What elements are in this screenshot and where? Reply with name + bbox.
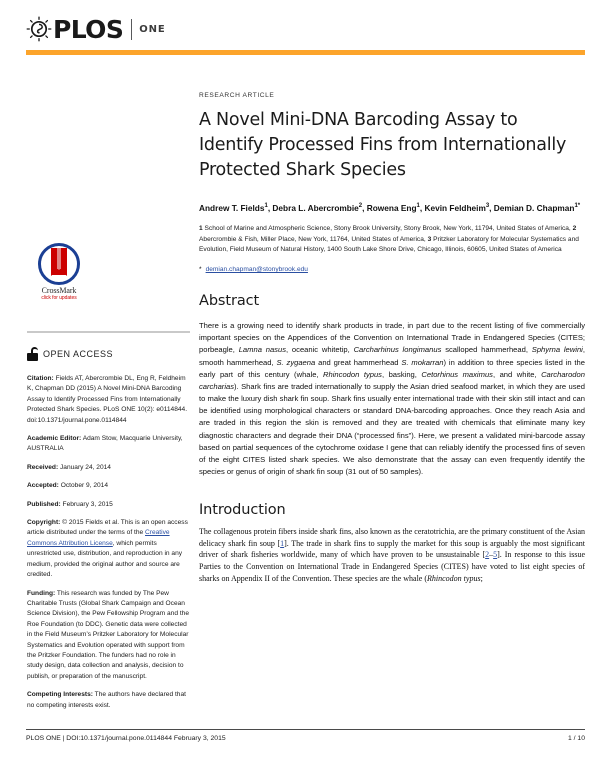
sidebar-block-copyright: Copyright: © 2015 Fields et al. This is an open access article distributed under the terms of the Creative Commons Attribution License, which permits unrestricted use, distribution, and reproduction in any medium, provided the original author and source are credited. bbox=[27, 519, 188, 579]
footer-citation: PLOS ONE | DOI:10.1371/journal.pone.0114844 February 3, 2015 bbox=[26, 735, 226, 742]
open-access-badge[interactable] bbox=[27, 347, 193, 361]
corresponding-author bbox=[199, 265, 585, 275]
plos-wordmark: PLOS bbox=[53, 14, 124, 44]
sidebar-block-citation: Citation: Fields AT, Abercrombie DL, Eng R, Feldheim K, Chapman DD (2015) A Novel Mini-DNA Barcoding Assay to Identify Processed Fins from Internationally Protected Shark Species. PLoS ONE 10(2): e0114844. doi:10.1371/journal.pone.0114844 bbox=[27, 375, 188, 424]
abstract-heading: Abstract bbox=[199, 293, 260, 310]
corresponding-marker: * bbox=[199, 266, 202, 274]
introduction-heading: Introduction bbox=[199, 502, 286, 519]
plos-logo[interactable] bbox=[26, 14, 586, 44]
open-access-label: OPEN ACCESS bbox=[43, 349, 114, 359]
crossmark-sublabel: click for updates bbox=[41, 295, 77, 301]
journal-name: ONE bbox=[139, 23, 166, 35]
introduction-body: The collagenous protein fibers inside shark fins, also known as the ceratotrichia, are the primary constituent of the Asian delicacy shark fin soup [1]. The trade in shark fins to supply the market for this soup is arguably the most significant driver of shark fisheries worldwide, many of which have proven to be unsustainable [2–5]. In response to this issue Parties to the Convention on International Trade in Endangered Species (CITES) have voted to list eight species of sharks on Appendix II of the Convention. These species are the whale (Rhincodon typus; bbox=[199, 527, 586, 583]
crossmark-label: CrossMark bbox=[41, 286, 77, 295]
article-sidebar bbox=[27, 243, 193, 719]
abstract-body: There is a growing need to identify shark products in trade, in part due to the recent listing of five commercially important species on the Appendices of the Convention on International Trade in Endangered Species (CITES; porbeagle, Lamna nasus, oceanic whitetip, Carcharhinus longimanus scalloped hammerhead, Sphyrna lewini, smooth hammerhead, S. zygaena and great hammerhead S. mokarran) in addition to three species listed in the early part of this century (whale, Rhincodon typus, basking, Cetorhinus maximus, and white, Carcharodon carcharias). Shark fins are traded internationally to supply the Asian dried seafood market, in which they are used to make the luxury dish shark fin soup. Shark fins usually enter international trade with their skin still intact and can be identified using morphological characters or standard DNA-barcoding approaches. Once they reach Asia and are traded in this region the skin is removed and they are treated with chemicals that eliminate many key diagnostic characters and degrade their DNA (“processed fins”). Here, we present a validated mini-barcode assay based on partial sequences of the cytochrome oxidase I gene that can reliably identify the processed fins of seven of the eight CITES listed shark species. We also demonstrate that the assay can even frequently identify the species or genus of origin of shark fin soup (31 out of 50 samples). bbox=[199, 321, 585, 477]
sidebar-block-academic-editor: Academic Editor: Adam Stow, Macquarie University, AUSTRALIA bbox=[27, 435, 183, 453]
sidebar-block-funding: Funding: This research was funded by The Pew Charitable Trusts (Global Shark Campaign and Ocean Science Division), the Pew Fellowship Program and the Roe Foundation (to DDC). Genetic data were collected in the Field Museum’s Pritzker Laboratory for Molecular Systematics and Evolution operated with support from the Pritzker Foundation. The funders had no role in study design, data collection and analysis, decision to publish, or preparation of the manuscript. bbox=[27, 589, 189, 680]
page-title: A Novel Mini-DNA Barcoding Assay to Identify Processed Fins from Internationally Protected Shark Species bbox=[199, 110, 567, 180]
crossmark-badge[interactable] bbox=[33, 243, 85, 301]
affiliation-list: 1 School of Marine and Atmospheric Science, Stony Brook University, Stony Brook, New York, 11794, United States of America, 2 Abercrombie & Fish, Miller Place, New York, 11764, United States of America, 3 Pritzker Laboratory for Molecular Systematics and Evolution, Field Museum of Natural History, 1400 South Lake Shore Drive, Chicago, Illinois, 60605, United States of America bbox=[199, 225, 579, 253]
sidebar-block-received: Received: January 24, 2014 bbox=[27, 463, 111, 471]
open-lock-icon bbox=[27, 347, 38, 361]
corresponding-email-link[interactable]: demian.chapman@stonybrook.edu bbox=[205, 266, 308, 274]
plos-sun-icon bbox=[26, 16, 52, 42]
sidebar-divider bbox=[27, 331, 190, 333]
masthead-divider bbox=[131, 19, 132, 40]
brand-accent-bar bbox=[26, 50, 585, 55]
sidebar-block-accepted: Accepted: October 9, 2014 bbox=[27, 482, 109, 490]
author-list: Andrew T. Fields$^1$, Debra L. Abercrombie$^2$, Rowena Eng$^1$, Kevin Feldheim$^3$, Demian D. Chapman$^{1*}$ bbox=[199, 202, 581, 213]
article-content bbox=[199, 92, 585, 584]
footer-page-number: 1 / 10 bbox=[567, 735, 585, 742]
sidebar-block-published: Published: February 3, 2015 bbox=[27, 500, 113, 508]
article-type-kicker: RESEARCH ARTICLE bbox=[199, 92, 275, 99]
footer-divider bbox=[26, 729, 585, 730]
crossmark-badge-icon bbox=[38, 243, 80, 285]
sidebar-block-competing-interests: Competing Interests: The authors have declared that no competing interests exist. bbox=[27, 691, 186, 709]
page-footer bbox=[26, 735, 585, 742]
